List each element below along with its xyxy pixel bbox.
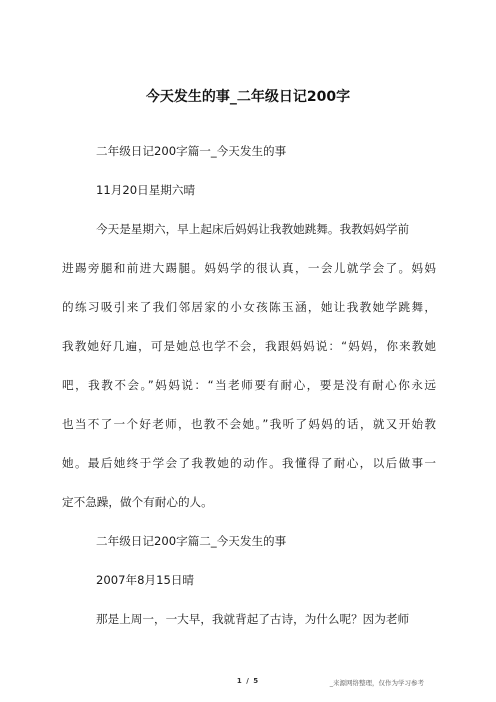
section2-heading: 二年级日记200字篇二_今天发生的事 [96,534,287,548]
footer-note: _来源网络整理，仅作为学习参考 [329,679,424,687]
section1-line-2: 进踢旁腿和前进大踢腿。妈妈学的很认真，一会儿就学会了。妈妈 [62,261,436,275]
section1-heading: 二年级日记200字篇一_今天发生的事 [96,144,287,158]
section1-line-3: 的练习吸引来了我们邻居家的小女孩陈玉涵，她让我教她学跳舞， [62,300,436,314]
section2-line-1: 那是上周一，一大早，我就背起了古诗，为什么呢？因为老师 [96,612,410,626]
section2-date: 2007年8月15日晴 [96,573,195,587]
page-indicator: 1 / 5 [236,677,260,685]
section1-line-5: 吧，我教不会。”妈妈说：“当老师要有耐心，要是没有耐心你永远 [62,378,436,392]
section1-line-4: 我教她好几遍，可是她总也学不会，我跟妈妈说：“妈妈，你来教她 [62,339,436,353]
section1-date: 11月20日星期六晴 [96,183,196,197]
document-title: 今天发生的事_二年级日记200字 [145,89,351,105]
section1-line-1: 今天是星期六，早上起床后妈妈让我教她跳舞。我教妈妈学前 [96,222,410,236]
section1-line-8: 定不急躁，做个有耐心的人。 [62,495,213,509]
section1-line-6: 也当不了一个好老师，也教不会她。”我听了妈妈的话，就又开始教 [62,417,436,431]
section1-line-7: 她。最后她终于学会了我教她的动作。我懂得了耐心，以后做事一 [62,456,436,470]
